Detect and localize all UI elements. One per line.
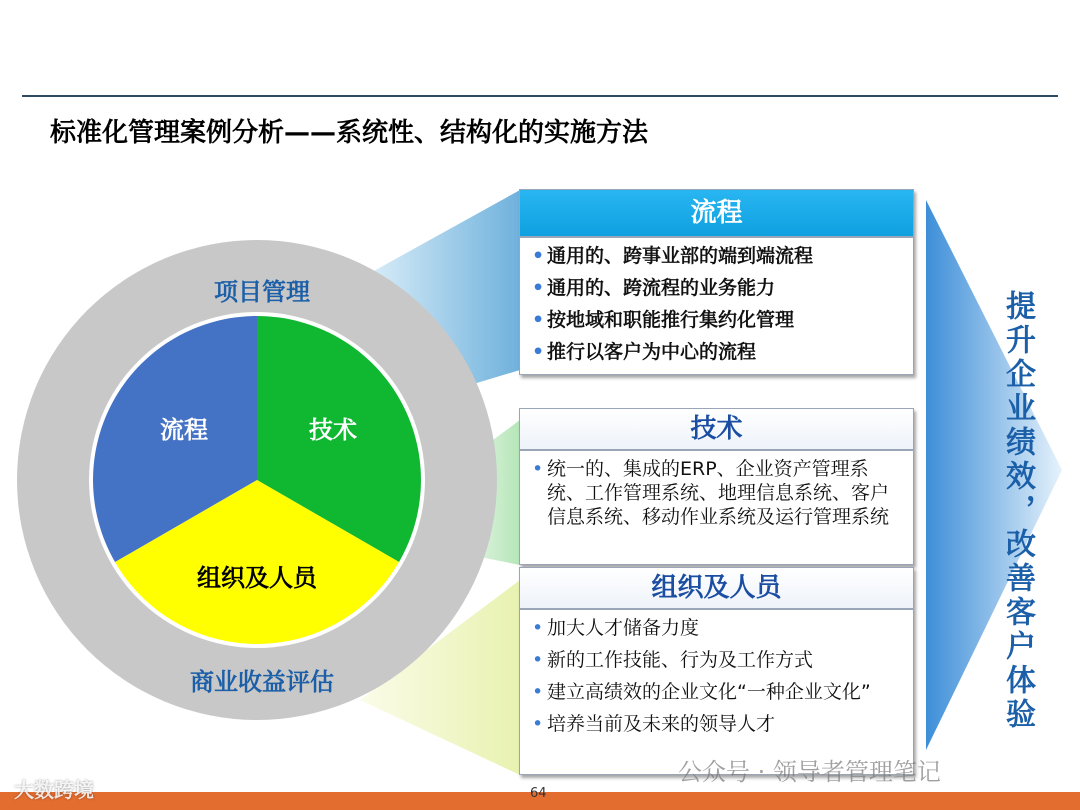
ring-label-top: 项目管理	[214, 278, 310, 306]
page-number: 64	[530, 786, 547, 801]
page-title: 标准化管理案例分析——系统性、结构化的实施方法	[50, 118, 649, 148]
segment-label-process: 流程	[160, 416, 208, 444]
panel-technology	[519, 408, 914, 565]
watermark-right: 公众号 · 领导者管理笔记	[678, 758, 941, 786]
list-item: • 加大人才储备力度	[532, 616, 905, 640]
list-item: • 统一的、集成的ERP、企业资产管理系统、工作管理系统、地理信息系统、客户信息系统、移动作业系统及运行管理系统	[532, 457, 905, 529]
segment-label-technology: 技术	[309, 416, 357, 444]
outcome-text: 提升企业绩效，改善客户体验	[1000, 290, 1035, 732]
watermark-left: 大数跨境	[14, 778, 94, 802]
list-item: • 推行以客户为中心的流程	[532, 340, 905, 364]
list-item: • 按地域和职能推行集约化管理	[532, 308, 905, 332]
list-item: • 新的工作技能、行为及工作方式	[532, 648, 905, 672]
list-item: • 通用的、跨事业部的端到端流程	[532, 244, 905, 268]
panel-technology-title: 技术	[520, 409, 913, 451]
panel-people-title: 组织及人员	[520, 568, 913, 610]
segment-label-people: 组织及人员	[197, 564, 317, 592]
list-item: • 建立高绩效的企业文化“一种企业文化”	[532, 680, 905, 704]
list-item: • 培养当前及未来的领导人才	[532, 712, 905, 736]
panel-process-title: 流程	[520, 190, 913, 238]
panel-people	[519, 567, 914, 775]
panel-process	[519, 189, 914, 375]
list-item: • 通用的、跨流程的业务能力	[532, 276, 905, 300]
ring-label-bottom: 商业收益评估	[190, 668, 334, 696]
